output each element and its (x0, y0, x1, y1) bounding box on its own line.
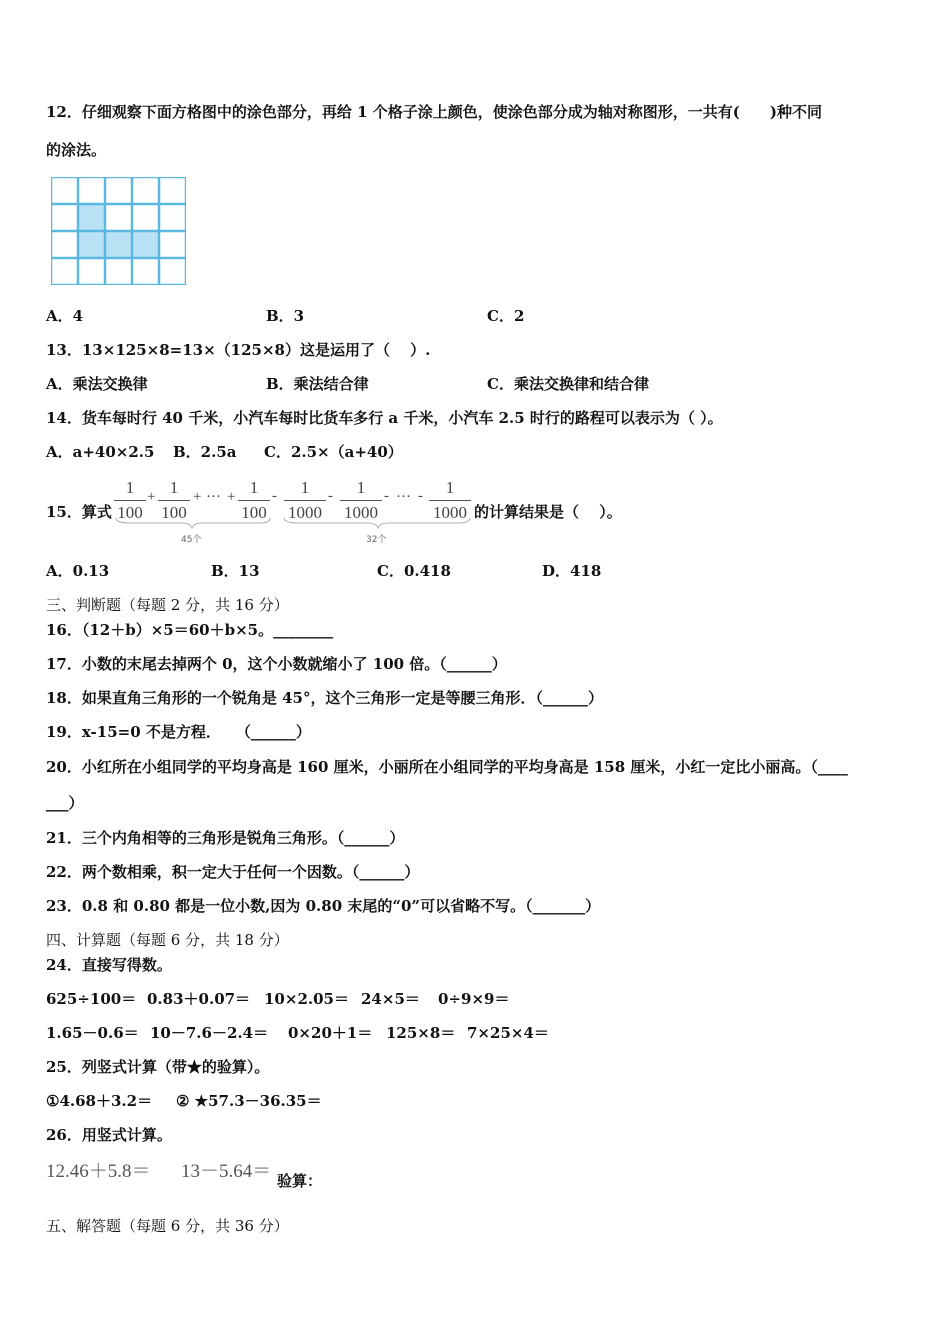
q14-option-c: C．2.5×（a+40） (264, 443, 403, 461)
q24-r2-c1: 1.65－0.6＝ (46, 1024, 139, 1042)
q24-r1-c5: 0÷9×9＝ (438, 990, 510, 1008)
q15-plus-3: + (227, 489, 236, 505)
judge-18: 18．如果直角三角形的一个锐角是 45°，这个三角形一定是等腰三角形．（______） (46, 689, 603, 707)
q15-count-100: 45个 (181, 535, 202, 545)
grid-cell (52, 232, 78, 258)
q15-option-b: B．13 (211, 562, 260, 580)
q24-title: 24．直接写得数。 (46, 956, 172, 974)
judge-16: 16．（12＋b）×5＝60＋b×5。________ (46, 621, 334, 639)
q12-option-c: C．2 (487, 307, 525, 325)
q14-option-a: A．a+40×2.5 (46, 443, 155, 461)
q15-underbraces (110, 516, 480, 532)
judge-23: 23．0.8 和 0.80 都是一位小数,因为 0.80 末尾的“0”可以省略不写。（_______） (46, 897, 601, 915)
grid-cell (106, 259, 132, 285)
q24-r2-c4: 125×8＝ (386, 1024, 456, 1042)
q15-ellipsis-2: ··· (396, 489, 411, 505)
q24-r1-c2: 0.83＋0.07＝ (147, 990, 251, 1008)
q15-count-1000: 32个 (366, 535, 387, 545)
q15-option-c: C．0.418 (377, 562, 451, 580)
q15-suffix: 的计算结果是（ ）。 (474, 503, 622, 521)
q15-minus-3: - (384, 488, 389, 504)
judge-20: 20．小红所在小组同学的平均身高是 160 厘米，小丽所在小组同学的平均身高是 158 厘米，小红一定比小丽高。（____ (46, 758, 848, 776)
q15-minus-2: - (328, 488, 333, 504)
grid-cell (160, 205, 186, 231)
q12-grid-figure (51, 177, 186, 285)
grid-cell (106, 178, 132, 204)
section-3-heading: 三、判断题（每题 2 分，共 16 分） (46, 596, 289, 614)
q15-plus-2: + (193, 489, 202, 505)
q12-option-b: B．3 (266, 307, 305, 325)
grid-cell (160, 259, 186, 285)
q24-r1-c4: 24×5＝ (361, 990, 420, 1008)
grid-cell-shaded (79, 205, 105, 231)
grid-cell (133, 205, 159, 231)
q25-title: 25．列竖式计算（带★的验算）。 (46, 1058, 270, 1076)
q15-option-a: A．0.13 (46, 562, 110, 580)
grid-cell-shaded (79, 232, 105, 258)
q24-r2-c3: 0×20＋1＝ (288, 1024, 373, 1042)
q14-text: 14．货车每时行 40 千米，小汽车每时比货车多行 a 千米，小汽车 2.5 时行的路程可以表示为（ ）。 (46, 409, 723, 427)
q26-check-label: 验算： (277, 1172, 323, 1190)
q25-item-1: ①4.68＋3.2＝ (46, 1092, 153, 1110)
q26-title: 26．用竖式计算。 (46, 1126, 172, 1144)
q15-frac-6: 1 1000 (429, 478, 471, 523)
judge-19: 19．x-15=0 不是方程． （______） (46, 723, 311, 741)
q15-frac-4: 1 1000 (284, 478, 326, 523)
q15-ellipsis-1: ··· (206, 489, 221, 505)
judge-17: 17．小数的末尾去掉两个 0，这个小数就缩小了 100 倍。（______） (46, 655, 507, 673)
grid-cell (52, 259, 78, 285)
section-4-heading: 四、计算题（每题 6 分，共 18 分） (46, 931, 289, 949)
q15-minus-4: - (418, 488, 423, 504)
grid-cell (79, 259, 105, 285)
judge-22: 22．两个数相乘，积一定大于任何一个因数。（______） (46, 863, 420, 881)
section-5-heading: 五、解答题（每题 6 分，共 36 分） (46, 1217, 289, 1235)
judge-21: 21．三个内角相等的三角形是锐角三角形。（______） (46, 829, 405, 847)
q15-frac-1: 1 100 (114, 478, 146, 523)
q25-item-2: ② ★57.3－36.35＝ (176, 1092, 322, 1110)
grid-cell (160, 232, 186, 258)
grid-cell (160, 178, 186, 204)
grid-cell (79, 178, 105, 204)
q12-text-line1: 12．仔细观察下面方格图中的涂色部分，再给 1 个格子涂上颜色，使涂色部分成为轴对称图形，一共有( )种不同 (46, 103, 822, 121)
grid-cell (133, 259, 159, 285)
judge-20-cont: ___） (46, 794, 84, 812)
q15-option-d: D．418 (542, 562, 602, 580)
q13-option-b: B．乘法结合律 (266, 375, 369, 393)
grid-cell (52, 205, 78, 231)
q12-option-a: A．4 (46, 307, 84, 325)
q24-r2-c5: 7×25×4＝ (467, 1024, 549, 1042)
q24-r2-c2: 10－7.6－2.4＝ (150, 1024, 269, 1042)
q12-text-line2: 的涂法。 (46, 141, 107, 159)
grid-cell (106, 205, 132, 231)
q15-minus-1: - (272, 488, 277, 504)
grid-cell (133, 178, 159, 204)
q13-option-c: C．乘法交换律和结合律 (487, 375, 649, 393)
q26-expr-2: 13－5.64＝ (181, 1161, 272, 1182)
q13-text: 13．13×125×8=13×（125×8）这是运用了（ ）. (46, 341, 431, 359)
q13-option-a: A．乘法交换律 (46, 375, 148, 393)
q15-plus-1: + (147, 489, 156, 505)
q15-frac-5: 1 1000 (340, 478, 382, 523)
q15-frac-3: 1 100 (238, 478, 270, 523)
grid-cell (52, 178, 78, 204)
q26-expr-1: 12.46＋5.8＝ (46, 1161, 151, 1182)
q15-frac-2: 1 100 (158, 478, 190, 523)
grid-cell-shaded (106, 232, 132, 258)
q15-prefix: 15．算式 (46, 503, 112, 521)
q14-option-b: B．2.5a (173, 443, 237, 461)
q24-r1-c3: 10×2.05＝ (264, 990, 349, 1008)
q24-r1-c1: 625÷100＝ (46, 990, 137, 1008)
grid-cell-shaded (133, 232, 159, 258)
